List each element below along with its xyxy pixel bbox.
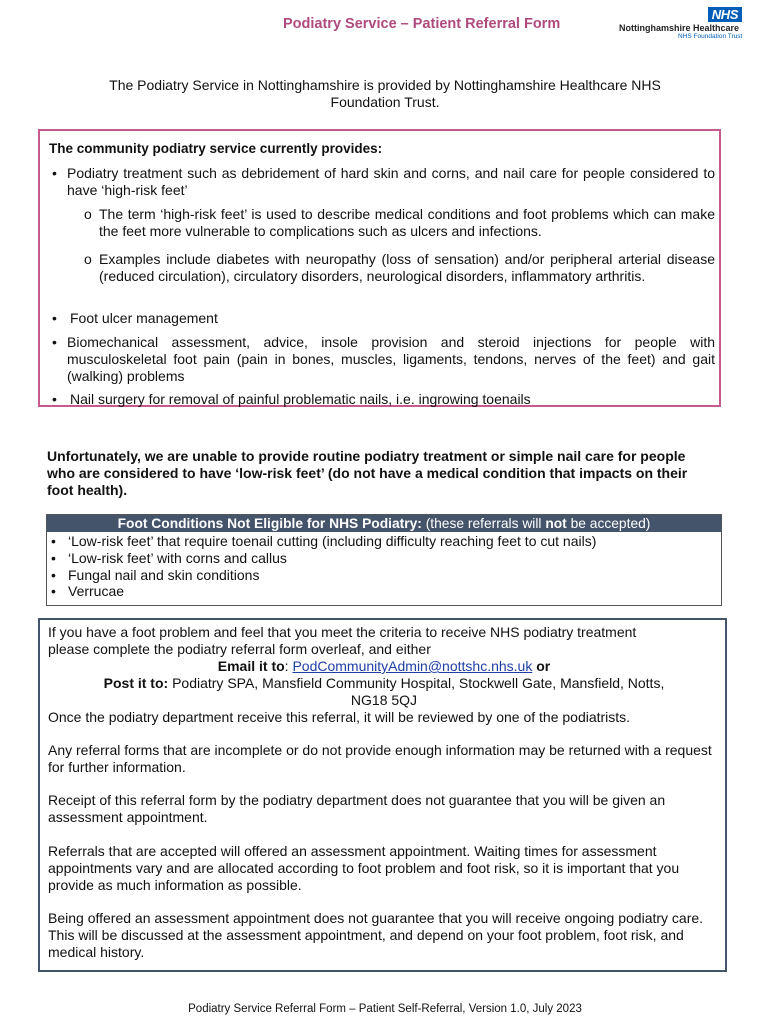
conditions-header-not: not (545, 516, 567, 531)
service-item-text: Nail surgery for removal of painful problematic nails, i.e. ingrowing toenails (70, 391, 531, 407)
trust-subtitle: NHS Foundation Trust (678, 33, 743, 40)
intro-line-1: The Podiatry Service in Nottinghamshire is provided by Nottinghamshire Healthcare NHS (109, 77, 661, 93)
condition-item-text: ‘Low-risk feet’ with corns and callus (68, 550, 287, 566)
condition-item-text: Fungal nail and skin conditions (68, 567, 260, 583)
email-label: Email it to (217, 658, 285, 674)
email-link[interactable]: PodCommunityAdmin@nottshc.nhs.uk (292, 658, 533, 674)
intro-text (60, 77, 710, 111)
condition-item-text: Verrucae (68, 583, 125, 599)
info-p1-line-1: If you have a foot problem and feel that you meet the criteria to receive NHS podiatry treatment (48, 624, 637, 640)
post-address: Podiatry SPA, Mansfield Community Hospital, Stockwell Gate, Mansfield, Notts, (168, 675, 665, 691)
bullet-icon: • (52, 334, 57, 350)
trust-name: Nottinghamshire Healthcare (619, 23, 740, 33)
service-sub-item-text: The term ‘high-risk feet’ is used to describe medical conditions and foot problems which can make the feet more vulnerable to complications such as ulcers and infections. (99, 206, 715, 239)
post-instruction (48, 675, 720, 692)
bullet-icon: • (52, 165, 57, 181)
sub-bullet-icon: o (84, 206, 92, 222)
service-item-text: Biomechanical assessment, advice, insole provision and steroid injections for people with musculoskeletal foot pain (pain in bones, muscles, ligaments, tendons, nerves of the feet) and gait (walking) problems (67, 334, 715, 384)
service-sub-item-text: Examples include diabetes with neuropathy (loss of sensation) and/or peripheral arterial disease (reduced circulation), circulatory disorders, neurological disorders, inflammatory arthritis. (99, 251, 715, 284)
email-instruction (48, 658, 720, 675)
condition-item-text: ‘Low-risk feet’ that require toenail cutting (including difficulty reaching feet to cut nails) (68, 533, 597, 549)
bullet-icon: • (51, 550, 56, 566)
conditions-header-note: (these referrals will (421, 516, 546, 531)
not-eligible-notice: Unfortunately, we are unable to provide routine podiatry treatment or simple nail care for people who are considered to have ‘low-risk feet’ (do not have a medical condition that impacts on their foot health). (47, 448, 688, 498)
bullet-icon: • (51, 533, 56, 549)
info-paragraph-5: Referrals that are accepted will offered an assessment appointment. Waiting times for assessment appointments vary and are allocated according to foot problem and foot risk, so it is important that you provide as much information as possible. (48, 843, 680, 893)
info-paragraph-4: Receipt of this referral form by the podiatry department does not guarantee that you will be given an assessment appointment. (48, 792, 666, 825)
email-or: or (532, 658, 551, 674)
conditions-header-note-end: be accepted) (566, 516, 651, 531)
info-p1-line-2: please complete the podiatry referral form overleaf, and either (48, 641, 431, 657)
intro-line-2: Foundation Trust. (330, 94, 440, 110)
nhs-logo: NHS (708, 7, 742, 22)
service-item-text: Podiatry treatment such as debridement of hard skin and corns, and nail care for people considered to have ‘high-risk feet’ (67, 165, 715, 198)
post-label: Post it to: (103, 675, 169, 691)
info-paragraph-1 (48, 624, 720, 726)
info-paragraph-6: Being offered an assessment appointment does not guarantee that you will receive ongoing podiatry care. This will be discussed at the assessment appointment, and depend on your foot problem, foot risk, and medical history. (48, 910, 704, 960)
sub-bullet-icon: o (84, 251, 92, 267)
info-paragraph-3: Any referral forms that are incomplete or do not provide enough information may be returned with a request for further information. (48, 742, 712, 775)
bullet-icon: • (51, 583, 56, 599)
conditions-header (47, 515, 721, 532)
post-postcode: NG18 5QJ (350, 692, 418, 708)
services-title: The community podiatry service currently provides: (49, 141, 383, 156)
bullet-icon: • (51, 567, 56, 583)
info-p2: Once the podiatry department receive this referral, it will be reviewed by one of the podiatrists. (48, 709, 631, 725)
conditions-header-title: Foot Conditions Not Eligible for NHS Podiatry: (117, 516, 422, 531)
page-title: Podiatry Service – Patient Referral Form (283, 16, 561, 32)
service-item-text: Foot ulcer management (70, 310, 218, 326)
page-footer: Podiatry Service Referral Form – Patient Self-Referral, Version 1.0, July 2023 (188, 1003, 582, 1015)
bullet-icon: • (52, 310, 57, 326)
bullet-icon: • (52, 391, 57, 407)
email-colon: : (284, 658, 293, 674)
